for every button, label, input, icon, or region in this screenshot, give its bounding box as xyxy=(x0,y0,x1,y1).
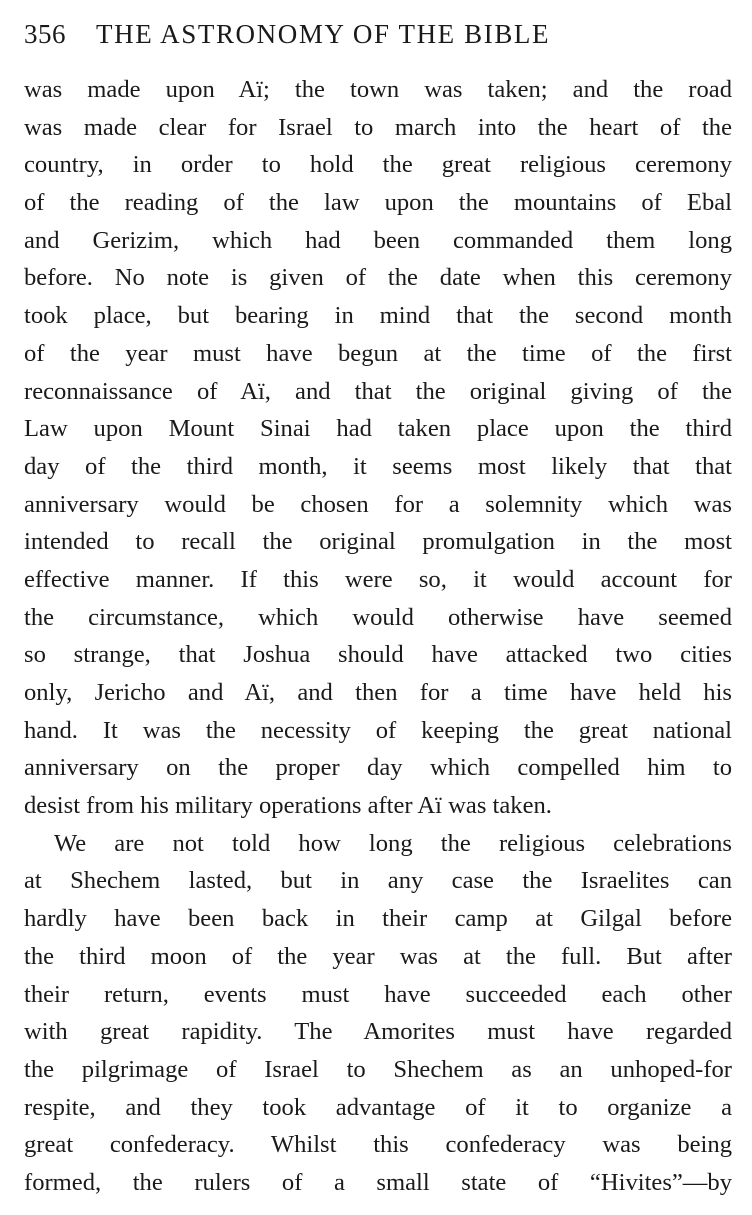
text-line: with great rapidity. The Amorites must have regarded xyxy=(24,1018,732,1046)
text-line: at Shechem lasted, but in any case the Israelites can xyxy=(24,867,732,895)
text-line: their return, events must have succeeded each other xyxy=(24,980,732,1008)
running-head xyxy=(24,14,736,54)
text-line: desist from his military operations after Aï was taken. xyxy=(24,792,552,820)
text-line: the pilgrimage of Israel to Shechem as an unhoped-for xyxy=(24,1055,732,1083)
text-line: hand. It was the necessity of keeping the great national xyxy=(24,716,732,744)
text-line: Law upon Mount Sinai had taken place upon the third xyxy=(24,415,732,443)
text-line: of the year must have begun at the time of the first xyxy=(24,339,732,367)
text-line: effective manner. If this were so, it would account for xyxy=(24,565,732,593)
text-line: the circumstance, which would otherwise have seemed xyxy=(24,603,732,631)
text-line: hardly have been back in their camp at Gilgal before xyxy=(24,905,732,933)
text-line: so strange, that Joshua should have attacked two cities xyxy=(24,641,732,669)
text-line: reconnaissance of Aï, and that the original giving of the xyxy=(24,377,732,405)
text-line: took place, but bearing in mind that the second month xyxy=(24,302,732,330)
text-line: only, Jericho and Aï, and then for a time have held his xyxy=(24,679,732,706)
text-line: anniversary on the proper day which compelled him to xyxy=(24,754,732,782)
paragraph-2 xyxy=(24,825,732,1202)
text-line: before. No note is given of the date when this ceremony xyxy=(24,264,732,292)
text-line: anniversary would be chosen for a solemnity which was xyxy=(24,490,732,518)
page-number: 356 xyxy=(24,19,66,49)
text-line: day of the third month, it seems most likely that that xyxy=(24,452,732,480)
text-line: respite, and they took advantage of it to organize a xyxy=(24,1093,732,1121)
text-line: great confederacy. Whilst this confederacy was being xyxy=(24,1131,732,1159)
paragraph-1 xyxy=(24,71,732,825)
text-line: formed, the rulers of a small state of “Hivites”—by xyxy=(24,1168,732,1196)
text-line: was made clear for Israel to march into the heart of the xyxy=(24,113,732,141)
text-line: of the reading of the law upon the mountains of Ebal xyxy=(24,189,732,217)
running-title: THE ASTRONOMY OF THE BIBLE xyxy=(96,19,551,49)
text-line: was made upon Aï; the town was taken; and the road xyxy=(24,76,732,103)
text-line: intended to recall the original promulgation in the most xyxy=(24,528,732,556)
text-line: country, in order to hold the great religious ceremony xyxy=(24,151,732,179)
text-line: and Gerizim, which had been commanded them long xyxy=(24,226,732,254)
text-line: the third moon of the year was at the full. But after xyxy=(24,942,732,970)
body-text xyxy=(24,71,732,1202)
text-line: We are not told how long the religious celebrations xyxy=(54,829,732,857)
